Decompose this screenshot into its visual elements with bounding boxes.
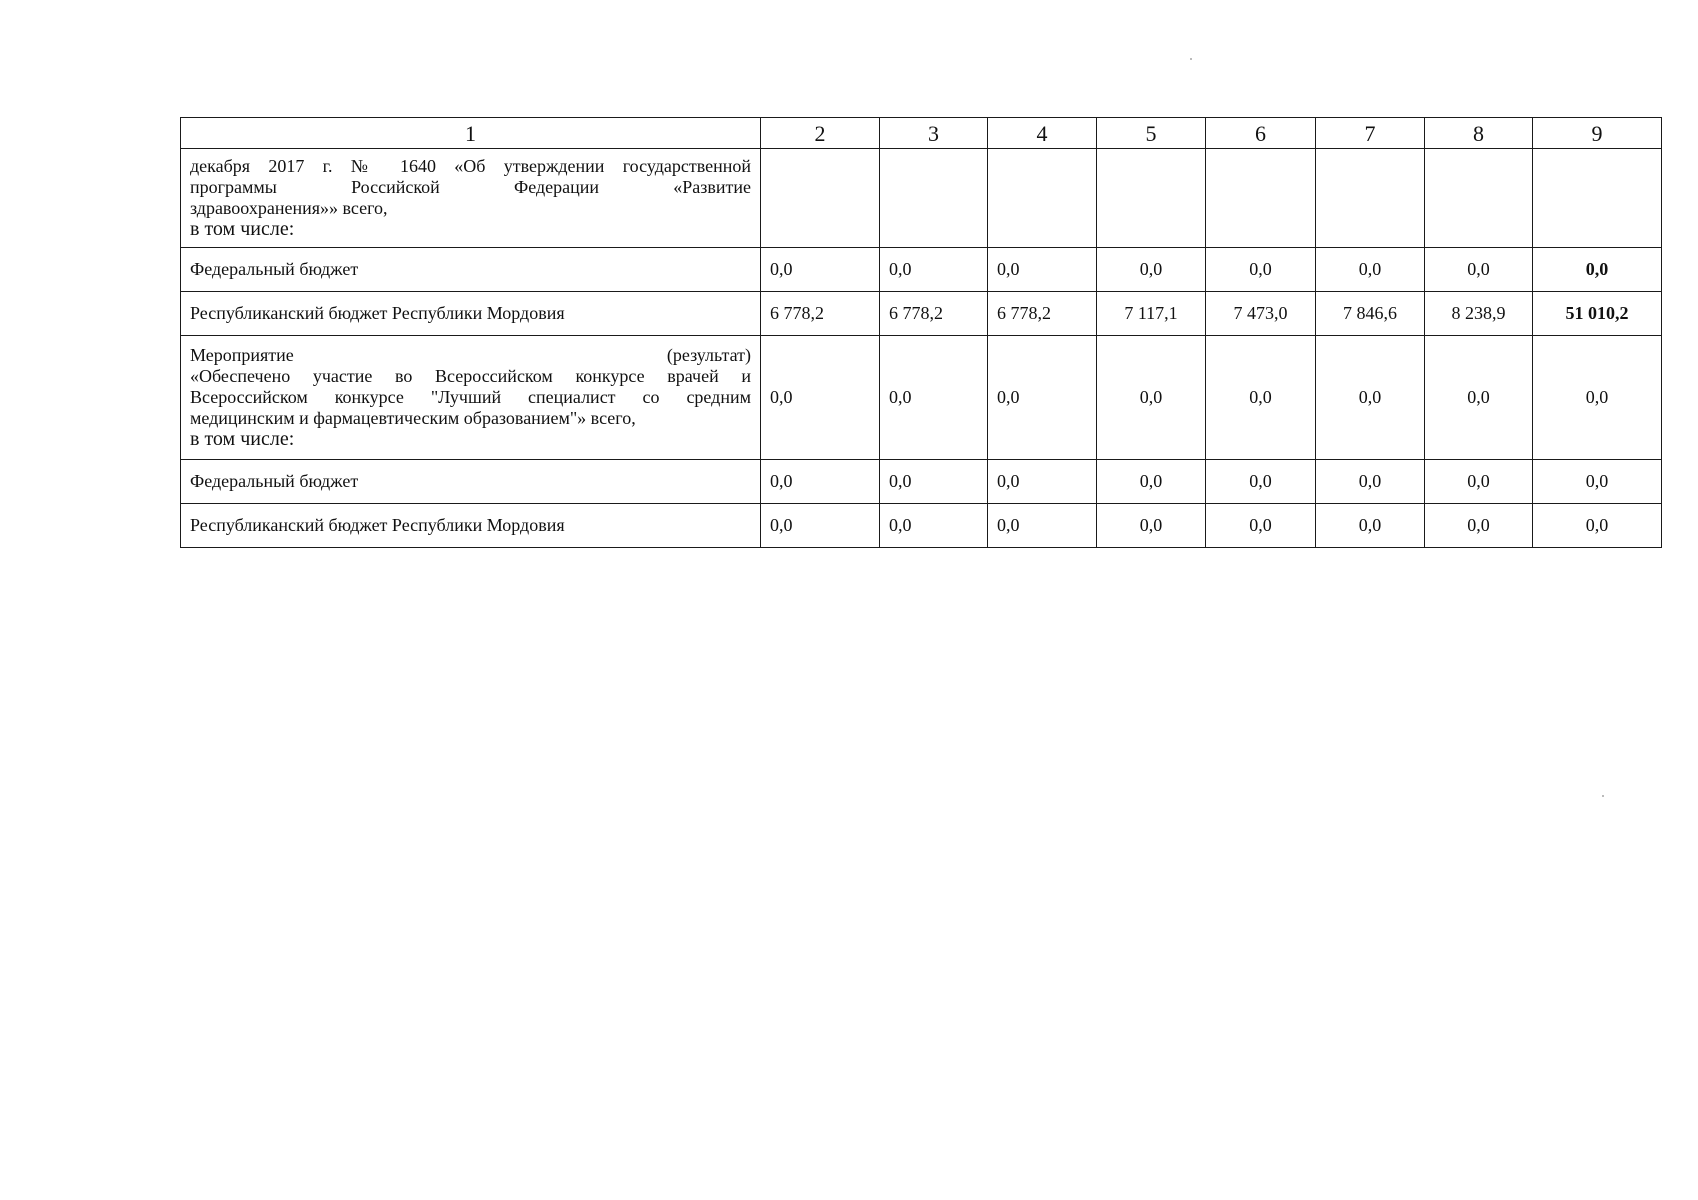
column-header: 6 (1206, 118, 1316, 149)
value-cell: 6 778,2 (761, 292, 880, 336)
value-cell (1425, 149, 1533, 248)
value-cell: 0,0 (1097, 460, 1206, 504)
value-cell: 0,0 (1097, 504, 1206, 548)
value-cell: 0,0 (1206, 336, 1316, 460)
value-cell: 0,0 (1425, 336, 1533, 460)
row-label: Республиканский бюджет Республики Мордовия (181, 504, 761, 548)
value-cell: 0,0 (988, 336, 1097, 460)
label-line: декабря 2017 г. № 1640 «Об утверждении государственной (190, 156, 751, 176)
value-cell: 0,0 (880, 336, 988, 460)
row-label: Федеральный бюджет (181, 460, 761, 504)
value-cell: 0,0 (1425, 248, 1533, 292)
label-line: в том числе: (190, 218, 295, 240)
value-cell (1316, 149, 1425, 248)
row-label (181, 336, 761, 460)
value-cell: 0,0 (1425, 504, 1533, 548)
value-cell: 6 778,2 (880, 292, 988, 336)
value-cell (1533, 149, 1662, 248)
row-label: Федеральный бюджет (181, 248, 761, 292)
table-row (181, 292, 1662, 336)
value-cell: 0,0 (880, 460, 988, 504)
value-cell: 0,0 (1097, 248, 1206, 292)
label-line: Мероприятие (результат) (190, 345, 751, 365)
value-cell: 0,0 (1316, 460, 1425, 504)
label-line: в том числе: (190, 428, 295, 450)
value-cell: 0,0 (1533, 504, 1662, 548)
value-cell (761, 149, 880, 248)
value-cell (1097, 149, 1206, 248)
value-cell: 0,0 (761, 504, 880, 548)
table-row (181, 336, 1662, 460)
table-row (181, 149, 1662, 248)
value-cell: 7 846,6 (1316, 292, 1425, 336)
value-cell: 7 117,1 (1097, 292, 1206, 336)
value-cell: 0,0 (988, 460, 1097, 504)
column-header: 1 (181, 118, 761, 149)
value-cell: 0,0 (1533, 460, 1662, 504)
value-cell: 0,0 (988, 248, 1097, 292)
value-cell: 0,0 (1533, 248, 1662, 292)
value-cell (880, 149, 988, 248)
column-header: 8 (1425, 118, 1533, 149)
label-line: программы Российской Федерации «Развитие (190, 177, 751, 197)
value-cell: 0,0 (988, 504, 1097, 548)
value-cell (1206, 149, 1316, 248)
row-label (181, 149, 761, 248)
value-cell: 0,0 (761, 336, 880, 460)
table-row (181, 504, 1662, 548)
value-cell: 0,0 (761, 460, 880, 504)
label-line: медицинским и фармацевтическим образованием"» всего, (190, 408, 636, 428)
value-cell: 0,0 (1316, 504, 1425, 548)
row-label: Республиканский бюджет Республики Мордовия (181, 292, 761, 336)
value-cell: 8 238,9 (1425, 292, 1533, 336)
column-header: 2 (761, 118, 880, 149)
value-cell: 6 778,2 (988, 292, 1097, 336)
column-header: 5 (1097, 118, 1206, 149)
column-header: 3 (880, 118, 988, 149)
value-cell: 0,0 (1206, 460, 1316, 504)
value-cell: 0,0 (880, 248, 988, 292)
value-cell: 0,0 (1206, 248, 1316, 292)
scan-speck (1602, 795, 1604, 797)
value-cell (988, 149, 1097, 248)
value-cell: 0,0 (1097, 336, 1206, 460)
value-cell: 0,0 (880, 504, 988, 548)
value-cell: 0,0 (1206, 504, 1316, 548)
header-row (181, 118, 1662, 149)
value-cell: 7 473,0 (1206, 292, 1316, 336)
scan-speck (1190, 58, 1192, 60)
column-header: 4 (988, 118, 1097, 149)
value-cell: 0,0 (1425, 460, 1533, 504)
label-line: «Обеспечено участие во Всероссийском конкурсе врачей и (190, 366, 751, 386)
value-cell: 0,0 (1316, 336, 1425, 460)
column-header: 7 (1316, 118, 1425, 149)
table-row (181, 460, 1662, 504)
column-header: 9 (1533, 118, 1662, 149)
budget-table (180, 117, 1662, 548)
table-row (181, 248, 1662, 292)
label-line: Всероссийском конкурсе "Лучший специалист со средним (190, 387, 751, 407)
value-cell: 0,0 (1316, 248, 1425, 292)
label-line: здравоохранения»» всего, (190, 198, 388, 218)
value-cell: 0,0 (1533, 336, 1662, 460)
value-cell: 0,0 (761, 248, 880, 292)
value-cell: 51 010,2 (1533, 292, 1662, 336)
